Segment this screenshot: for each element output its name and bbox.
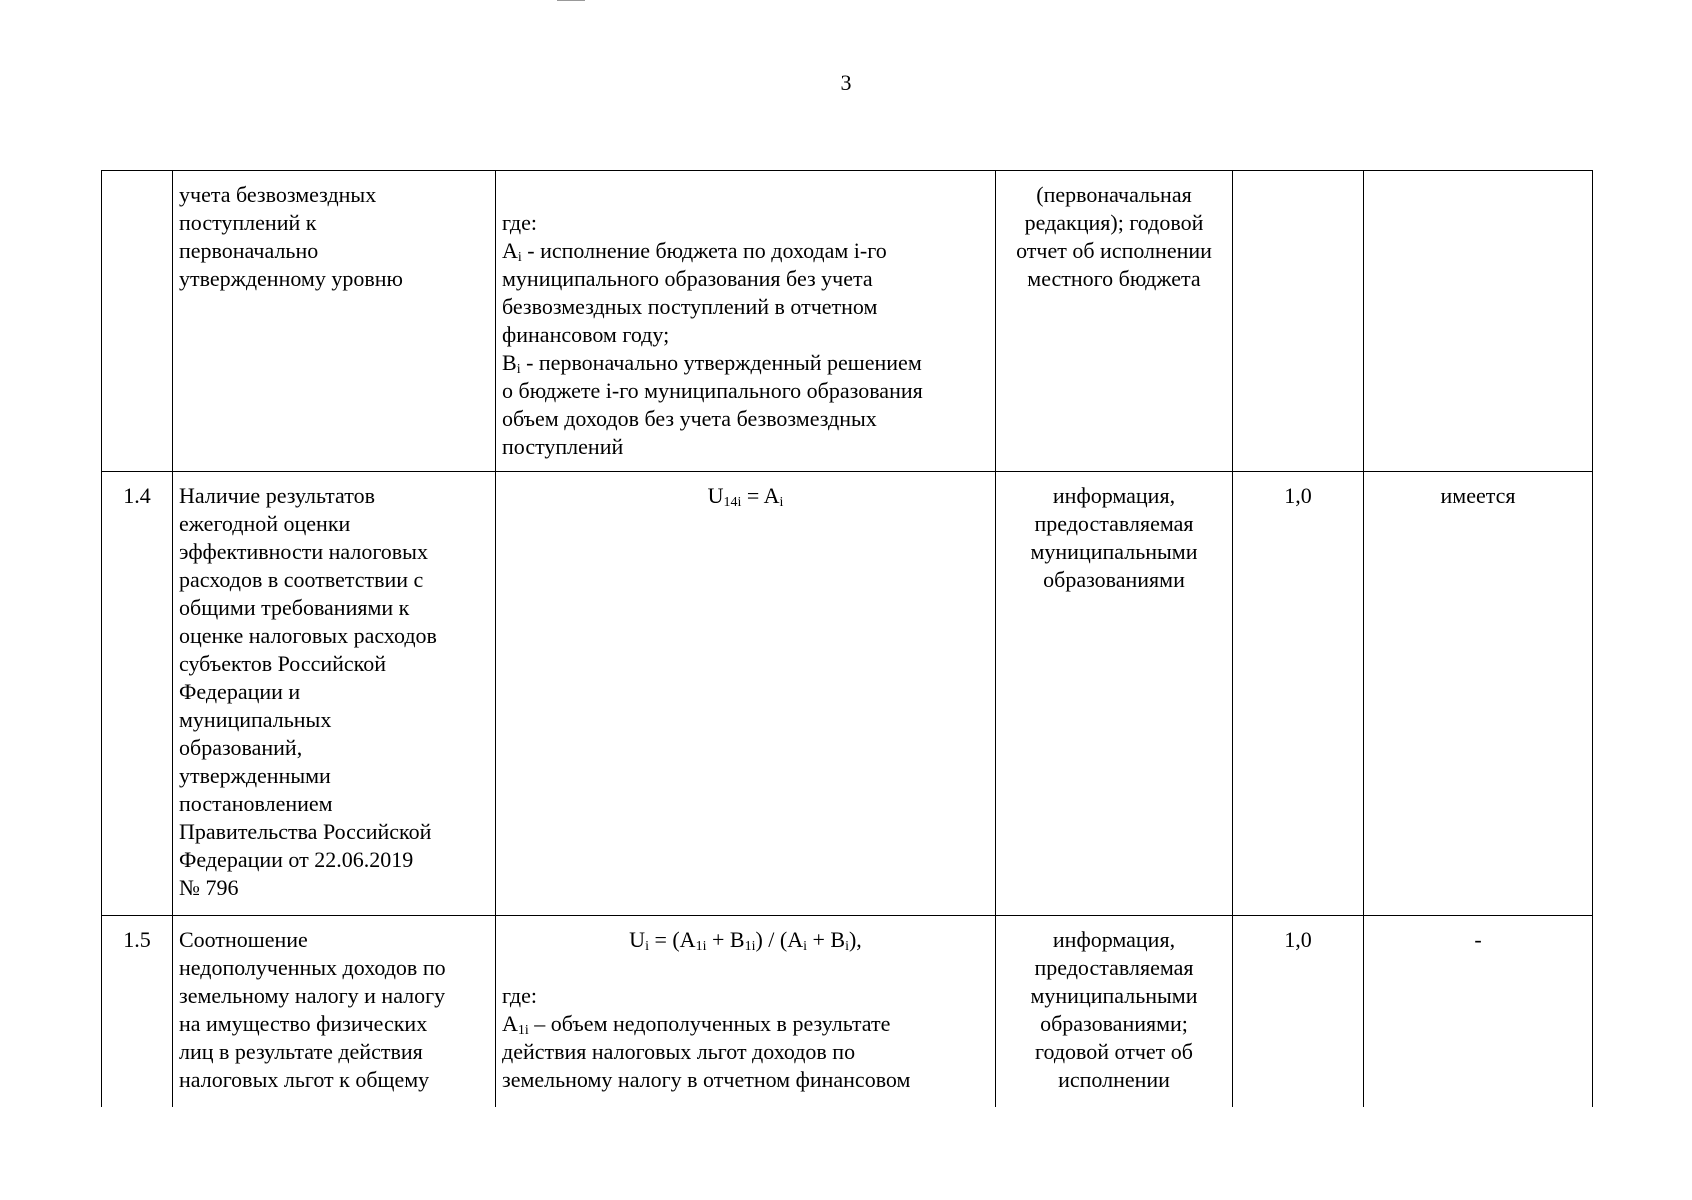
formula-text: = A (741, 483, 780, 508)
definition-line: о бюджете i-го муниципального образования (502, 378, 923, 403)
indicator-name-cell (173, 171, 496, 471)
indicator-line: Наличие результатов (179, 483, 375, 508)
variable-subscript: i (803, 939, 807, 954)
formula-text: + B (706, 927, 745, 952)
indicator-line: оценке налоговых расходов (179, 623, 437, 648)
definition-text: - исполнение бюджета по доходам i-го (521, 238, 887, 263)
indicator-line: утвержденными (179, 763, 331, 788)
page-number: 3 (840, 70, 852, 95)
formula-definition-a (502, 237, 989, 265)
indicator-line: муниципальных (179, 707, 332, 732)
source-line: образованиями; (1040, 1011, 1188, 1036)
source-line: информация, (1052, 483, 1176, 508)
indicator-line: утвержденному уровню (179, 266, 403, 291)
row-number-cell (102, 171, 173, 471)
source-line: муниципальными (1030, 983, 1198, 1008)
indicator-line: ежегодной оценки (179, 511, 351, 536)
indicator-line: Правительства Российской (179, 819, 432, 844)
formula-cell (496, 171, 996, 471)
source-line: (первоначальная (1036, 182, 1192, 207)
formula-text: ) / (A (755, 927, 804, 952)
indicator-table (101, 170, 1593, 1107)
table-row-1-4 (102, 472, 1592, 916)
source-line: годовой отчет об (1034, 1039, 1193, 1064)
formula-text: + B (807, 927, 846, 952)
indicator-line: постановлением (179, 791, 333, 816)
indicator-line: на имущество физических (179, 1011, 428, 1036)
weight-cell: 1,0 (1233, 916, 1364, 1107)
variable-subscript: 14i (723, 495, 742, 510)
note-cell: имеется (1440, 483, 1516, 508)
indicator-line: Соотношение (179, 927, 308, 952)
indicator-line: налоговых льгот к общему (179, 1067, 430, 1092)
source-line: местного бюджета (1027, 266, 1201, 291)
row-number-cell: 1.5 (102, 916, 173, 1107)
row-number-cell: 1.4 (102, 472, 173, 915)
indicator-line: общими требованиями к (179, 595, 410, 620)
formula-text: = (A (648, 927, 696, 952)
source-line: муниципальными (1030, 539, 1198, 564)
variable-subscript: 1i (517, 1023, 529, 1038)
indicator-line: образований, (179, 735, 303, 760)
definition-text: - первоначально утвержденный решением (520, 350, 922, 375)
definition-line: земельному налогу в отчетном финансовом (502, 1067, 911, 1092)
indicator-line: Федерации и (179, 679, 301, 704)
definition-line: безвозмездных поступлений в отчетном (502, 294, 878, 319)
definition-line: действия налоговых льгот доходов по (502, 1039, 856, 1064)
weight-cell (1233, 171, 1364, 471)
table-row-continuation (102, 171, 1592, 472)
definition-line: поступлений (502, 434, 624, 459)
indicator-name-cell (173, 916, 496, 1107)
indicator-line: учета безвозмездных (179, 182, 377, 207)
variable-subscript: 1i (744, 939, 756, 954)
source-line: образованиями (1043, 567, 1185, 592)
formula-definition-b (502, 349, 989, 377)
source-cell (996, 171, 1233, 471)
scan-artifact-mark (557, 0, 585, 1)
indicator-line: эффективности налоговых (179, 539, 428, 564)
indicator-name-cell (173, 472, 496, 915)
formula-cell (496, 472, 996, 915)
source-line: исполнении (1058, 1067, 1170, 1092)
variable-subscript: i (517, 250, 522, 265)
indicator-line: первоначально (179, 238, 319, 263)
note-cell (1364, 171, 1592, 471)
source-cell (996, 472, 1233, 915)
source-line: информация, (1052, 927, 1176, 952)
variable-symbol: A (502, 238, 518, 263)
variable-subscript: i (779, 495, 784, 510)
source-cell (996, 916, 1233, 1107)
formula-expression (502, 926, 989, 954)
source-line: предоставляемая (1034, 511, 1194, 536)
indicator-line: № 796 (179, 875, 239, 900)
variable-subscript: i (516, 362, 521, 377)
definition-line: финансовом году; (502, 322, 670, 347)
table-row-1-5 (102, 916, 1592, 1107)
indicator-line: расходов в соответствии с (179, 567, 424, 592)
formula-definition-a1 (502, 1010, 989, 1038)
variable-symbol: B (502, 350, 517, 375)
definition-line: объем доходов без учета безвозмездных (502, 406, 877, 431)
indicator-line: поступлений к (179, 210, 317, 235)
variable-subscript: 1i (695, 939, 707, 954)
variable-symbol: A (502, 1011, 518, 1036)
variable-symbol: U (629, 927, 646, 952)
variable-subscript: i (645, 939, 649, 954)
formula-where-label: где: (502, 210, 537, 235)
definition-text: – объем недополученных в результате (528, 1011, 891, 1036)
indicator-line: земельному налогу и налогу (179, 983, 446, 1008)
source-line: отчет об исполнении (1016, 238, 1212, 263)
formula-where-label: где: (502, 983, 537, 1008)
formula-text: ), (848, 927, 862, 952)
variable-subscript: i (845, 939, 849, 954)
formula-expression (502, 482, 989, 510)
weight-cell: 1,0 (1233, 472, 1364, 915)
source-line: редакция); годовой (1024, 210, 1204, 235)
indicator-line: недополученных доходов по (179, 955, 446, 980)
indicator-line: лиц в результате действия (179, 1039, 423, 1064)
variable-symbol: U (707, 483, 724, 508)
indicator-line: субъектов Российской (179, 651, 387, 676)
note-cell: - (1474, 927, 1482, 952)
formula-cell (496, 916, 996, 1107)
source-line: предоставляемая (1034, 955, 1194, 980)
definition-line: муниципального образования без учета (502, 266, 873, 291)
indicator-line: Федерации от 22.06.2019 (179, 847, 414, 872)
